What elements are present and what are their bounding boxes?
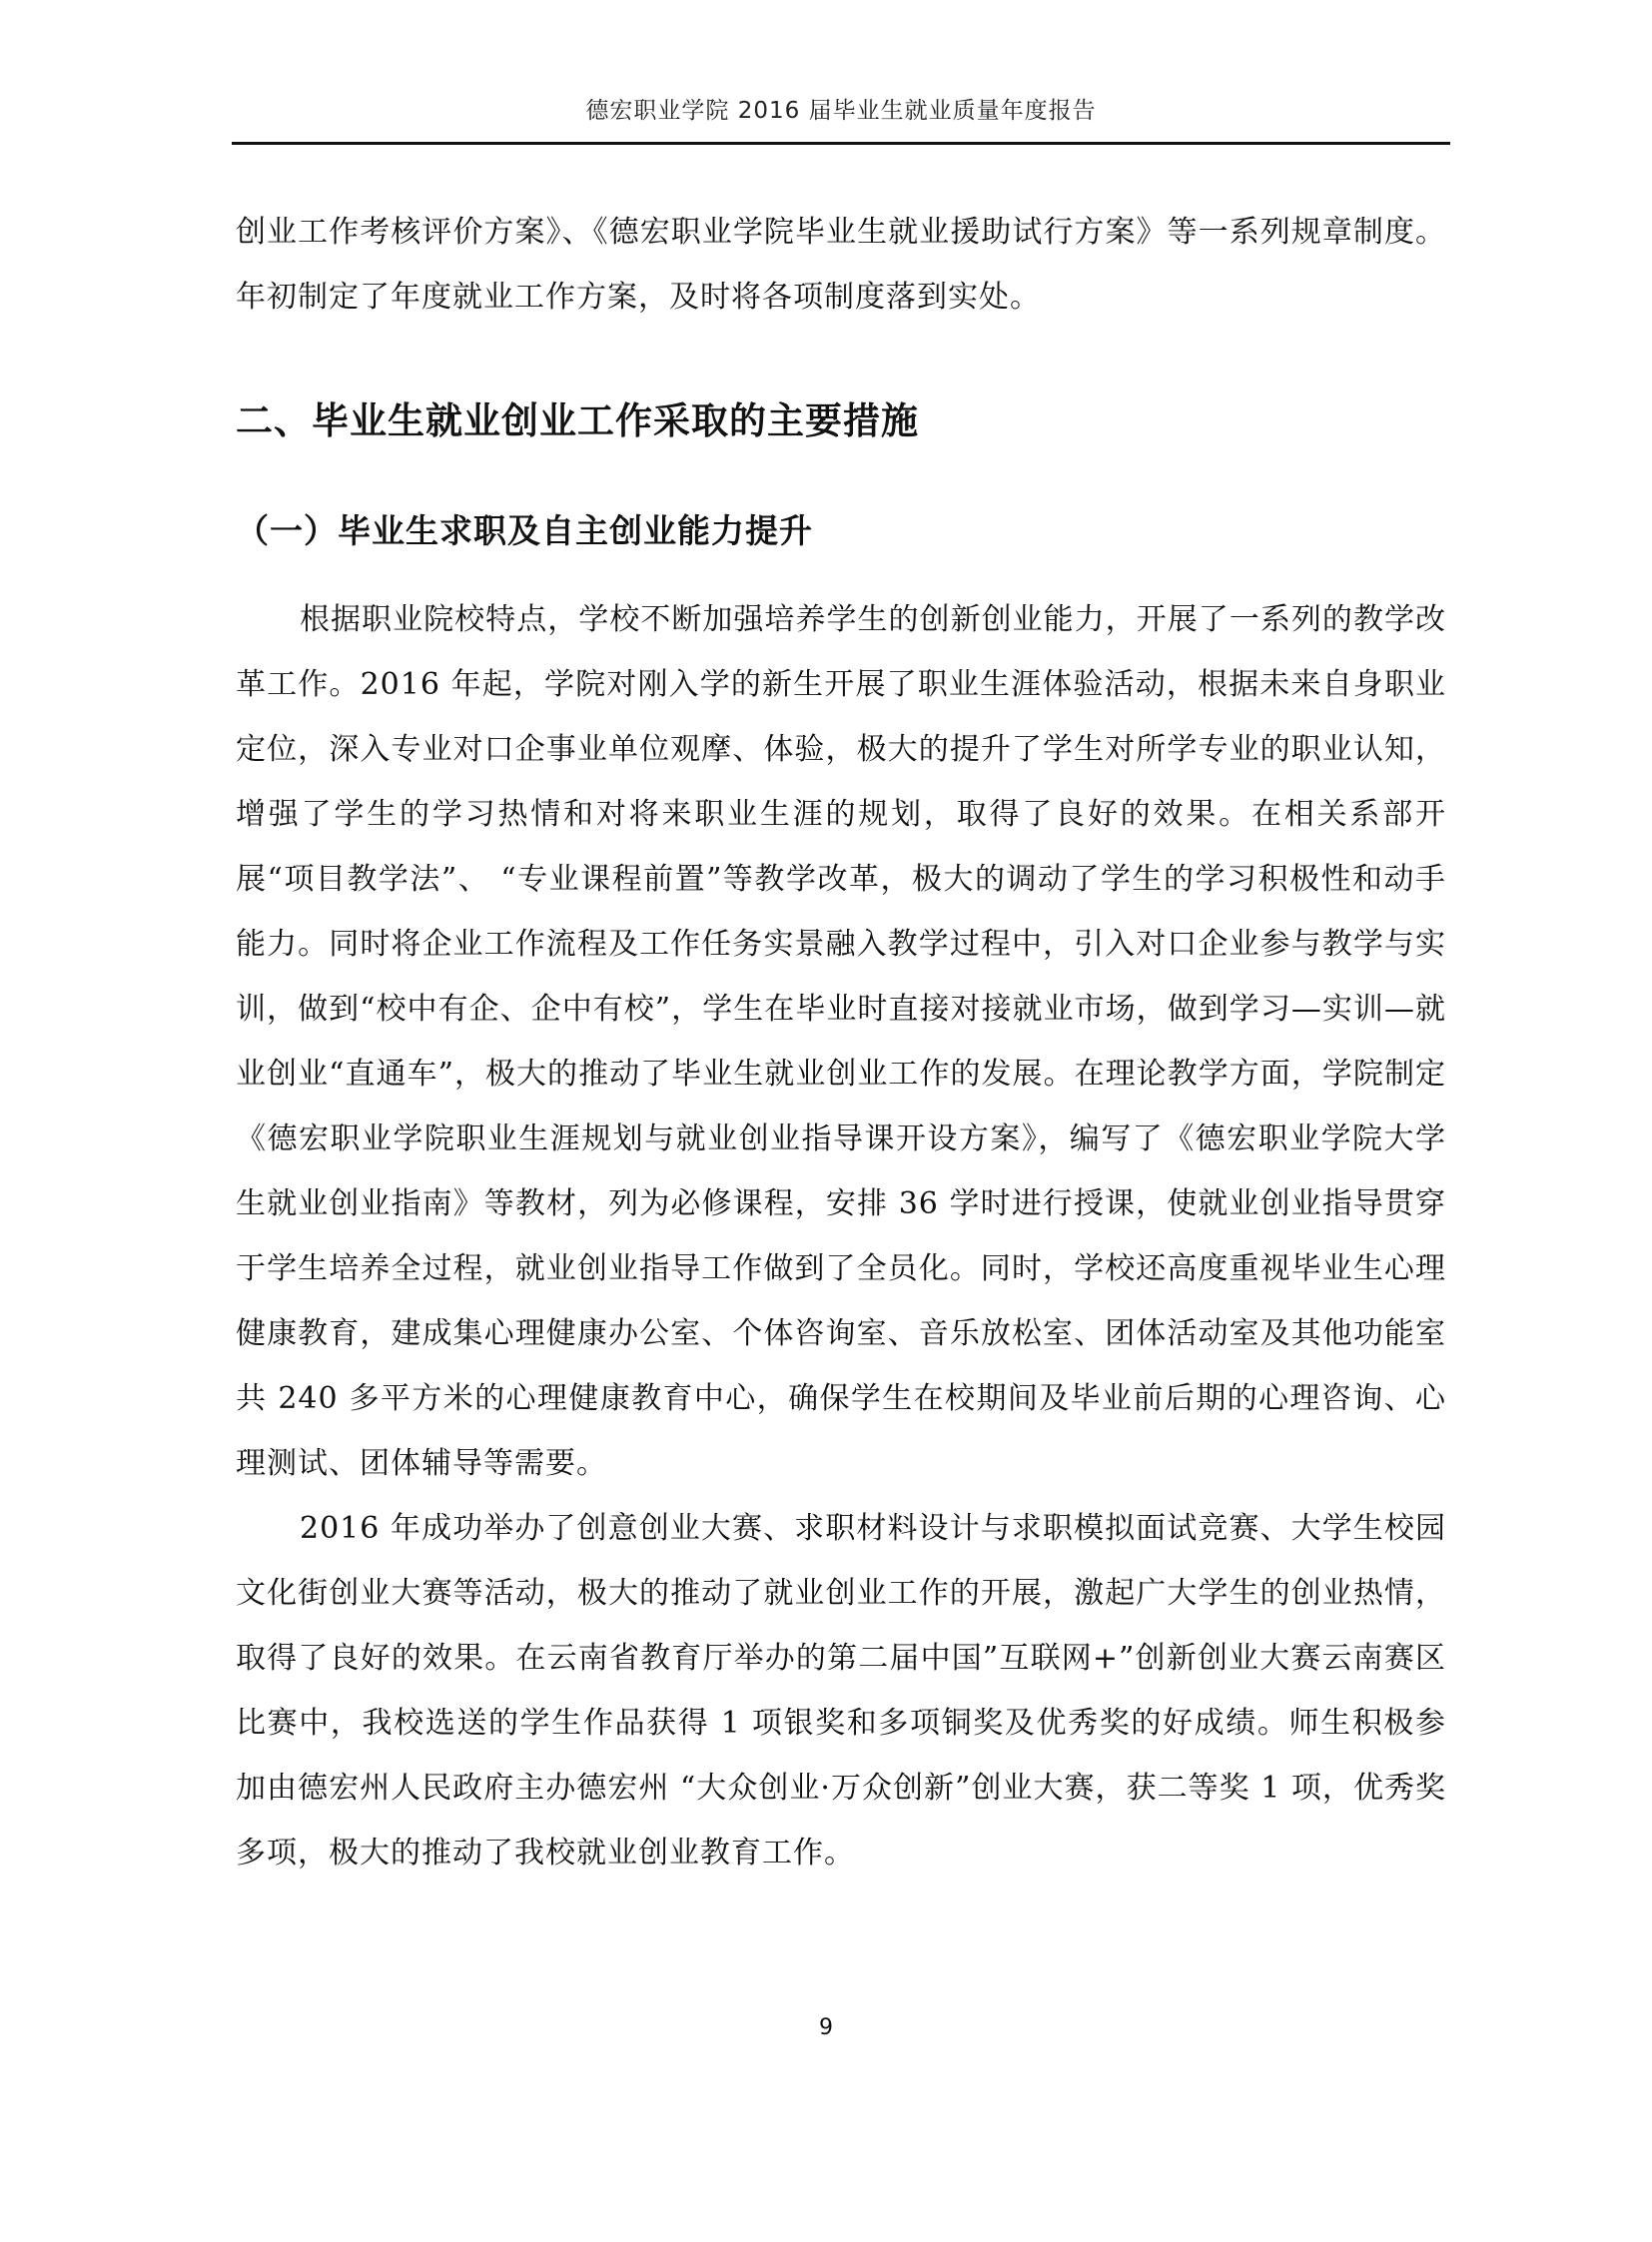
running-header: 德宏职业学院 2016 届毕业生就业质量年度报告: [585, 98, 1097, 124]
section-heading: 二、毕业生就业创业工作采取的主要措施: [236, 399, 919, 442]
body-paragraph: 2016 年成功举办了创意创业大赛、求职材料设计与求职模拟面试竞赛、大学生校园文化街创业大赛等活动，极大的推动了就业创业工作的开展，激起广大学生的创业热情，取得了良好的效果。在云南省教育厅举办的第二届中国”互联网+”创新创业大赛云南赛区比赛中，我校选送的学生作品获得 1 项银奖和多项铜奖及优秀奖的好成绩。师生积极参加由德宏州人民政府主办德宏州 “大众创业·万众创新”创业大赛，获二等奖 1 项，优秀奖多项，极大的推动了我校就业创业教育工作。: [236, 1511, 1446, 1870]
body-paragraph: 根据职业院校特点，学校不断加强培养学生的创新创业能力，开展了一系列的教学改革工作。2016 年起，学院对刚入学的新生开展了职业生涯体验活动，根据未来自身职业定位，深入专业对口企事业单位观摩、体验，极大的提升了学生对所学专业的职业认知，增强了学生的学习热情和对将来职业生涯的规划，取得了良好的效果。在相关系部开展“项目教学法”、 “专业课程前置”等教学改革，极大的调动了学生的学习积极性和动手能力。同时将企业工作流程及工作任务实景融入教学过程中，引入对口企业参与教学与实训，做到“校中有企、企中有校”，学生在毕业时直接对接就业市场，做到学习—实训—就业创业“直通车”，极大的推动了毕业生就业创业工作的发展。在理论教学方面，学院制定《德宏职业学院职业生涯规划与就业创业指导课开设方案》，编写了《德宏职业学院大学生就业创业指南》等教材，列为必修课程，安排 36 学时进行授课，使就业创业指导贯穿于学生培养全过程，就业创业指导工作做到了全员化。同时，学校还高度重视毕业生心理健康教育，建成集心理健康办公室、个体咨询室、音乐放松室、团体活动室及其他功能室共 240 多平方米的心理健康教育中心，确保学生在校期间及毕业前后期的心理咨询、心理测试、团体辅导等需要。: [236, 602, 1446, 1481]
page-content: [236, 200, 1446, 1885]
continued-paragraph: 创业工作考核评价方案》、《德宏职业学院毕业生就业援助试行方案》等一系列规章制度。年初制定了年度就业工作方案，及时将各项制度落到实处。: [236, 215, 1446, 315]
page-number: 9: [819, 2015, 833, 2040]
header-divider: [232, 142, 1450, 145]
subsection-heading: （一）毕业生求职及自主创业能力提升: [236, 511, 813, 550]
